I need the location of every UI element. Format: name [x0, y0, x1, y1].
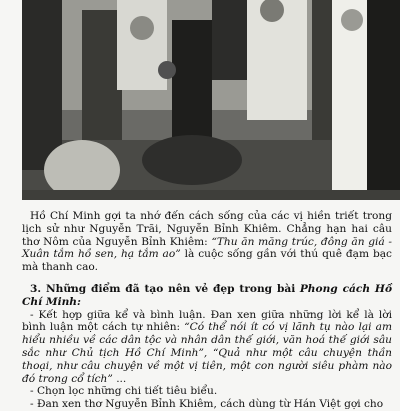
nguyen-binh-khiem-quote: “Thu ăn măng trúc, đông ăn giá - Xuân tắm hồ sen, hạ tắm ao”	[22, 235, 392, 261]
paragraph-outro: là cuộc sống gần với thú quê đạm bạc mà thanh cao.	[22, 248, 392, 274]
list-item-narration-commentary	[22, 309, 392, 386]
historical-photo	[22, 0, 400, 200]
list-item-ellipsis: ...	[116, 372, 127, 385]
list-item-quote: “Có thể nói ít có vị lãnh tụ nào lại am hiểu nhiều về các dân tộc và nhân dân thế giới, văn hoá thế giới sâu sắc như Chủ tịch Hồ Chí Minh”, “Quả như một câu chuyện thần thoại, như câu chuyện về một vị tiên, một con người siêu phàm nào đó trong cổ tích”	[22, 321, 392, 385]
paragraph-hermit-lifestyle	[22, 210, 392, 274]
article-text	[22, 210, 392, 411]
historical-photograph-icon	[22, 0, 400, 200]
section-3-heading-title: Phong cách Hồ Chí Minh:	[22, 282, 393, 308]
list-item-lead: - Kết hợp giữa kể và bình luận. Đan xen giữa những lời kể là lời bình luận một cách tự nhiên:	[22, 308, 392, 334]
list-item-poetry: - Đan xen thơ Nguyễn Bỉnh Khiêm, cách dùng từ Hán Việt gợi cho	[30, 398, 384, 411]
section-3-heading-prefix: 3. Những điểm đã tạo nên vẻ đẹp trong bài	[30, 282, 296, 295]
section-3-heading	[22, 283, 392, 309]
paragraph-intro: Hồ Chí Minh gợi ta nhớ đến cách sống của các vị hiền triết trong lịch sử như Nguyễn Trãi, Nguyễn Bỉnh Khiêm. Chẳng hạn hai câu thơ Nôm của Nguyễn Bỉnh Khiêm:	[22, 210, 392, 248]
list-item-details: - Chọn lọc những chi tiết tiêu biểu.	[30, 385, 218, 398]
